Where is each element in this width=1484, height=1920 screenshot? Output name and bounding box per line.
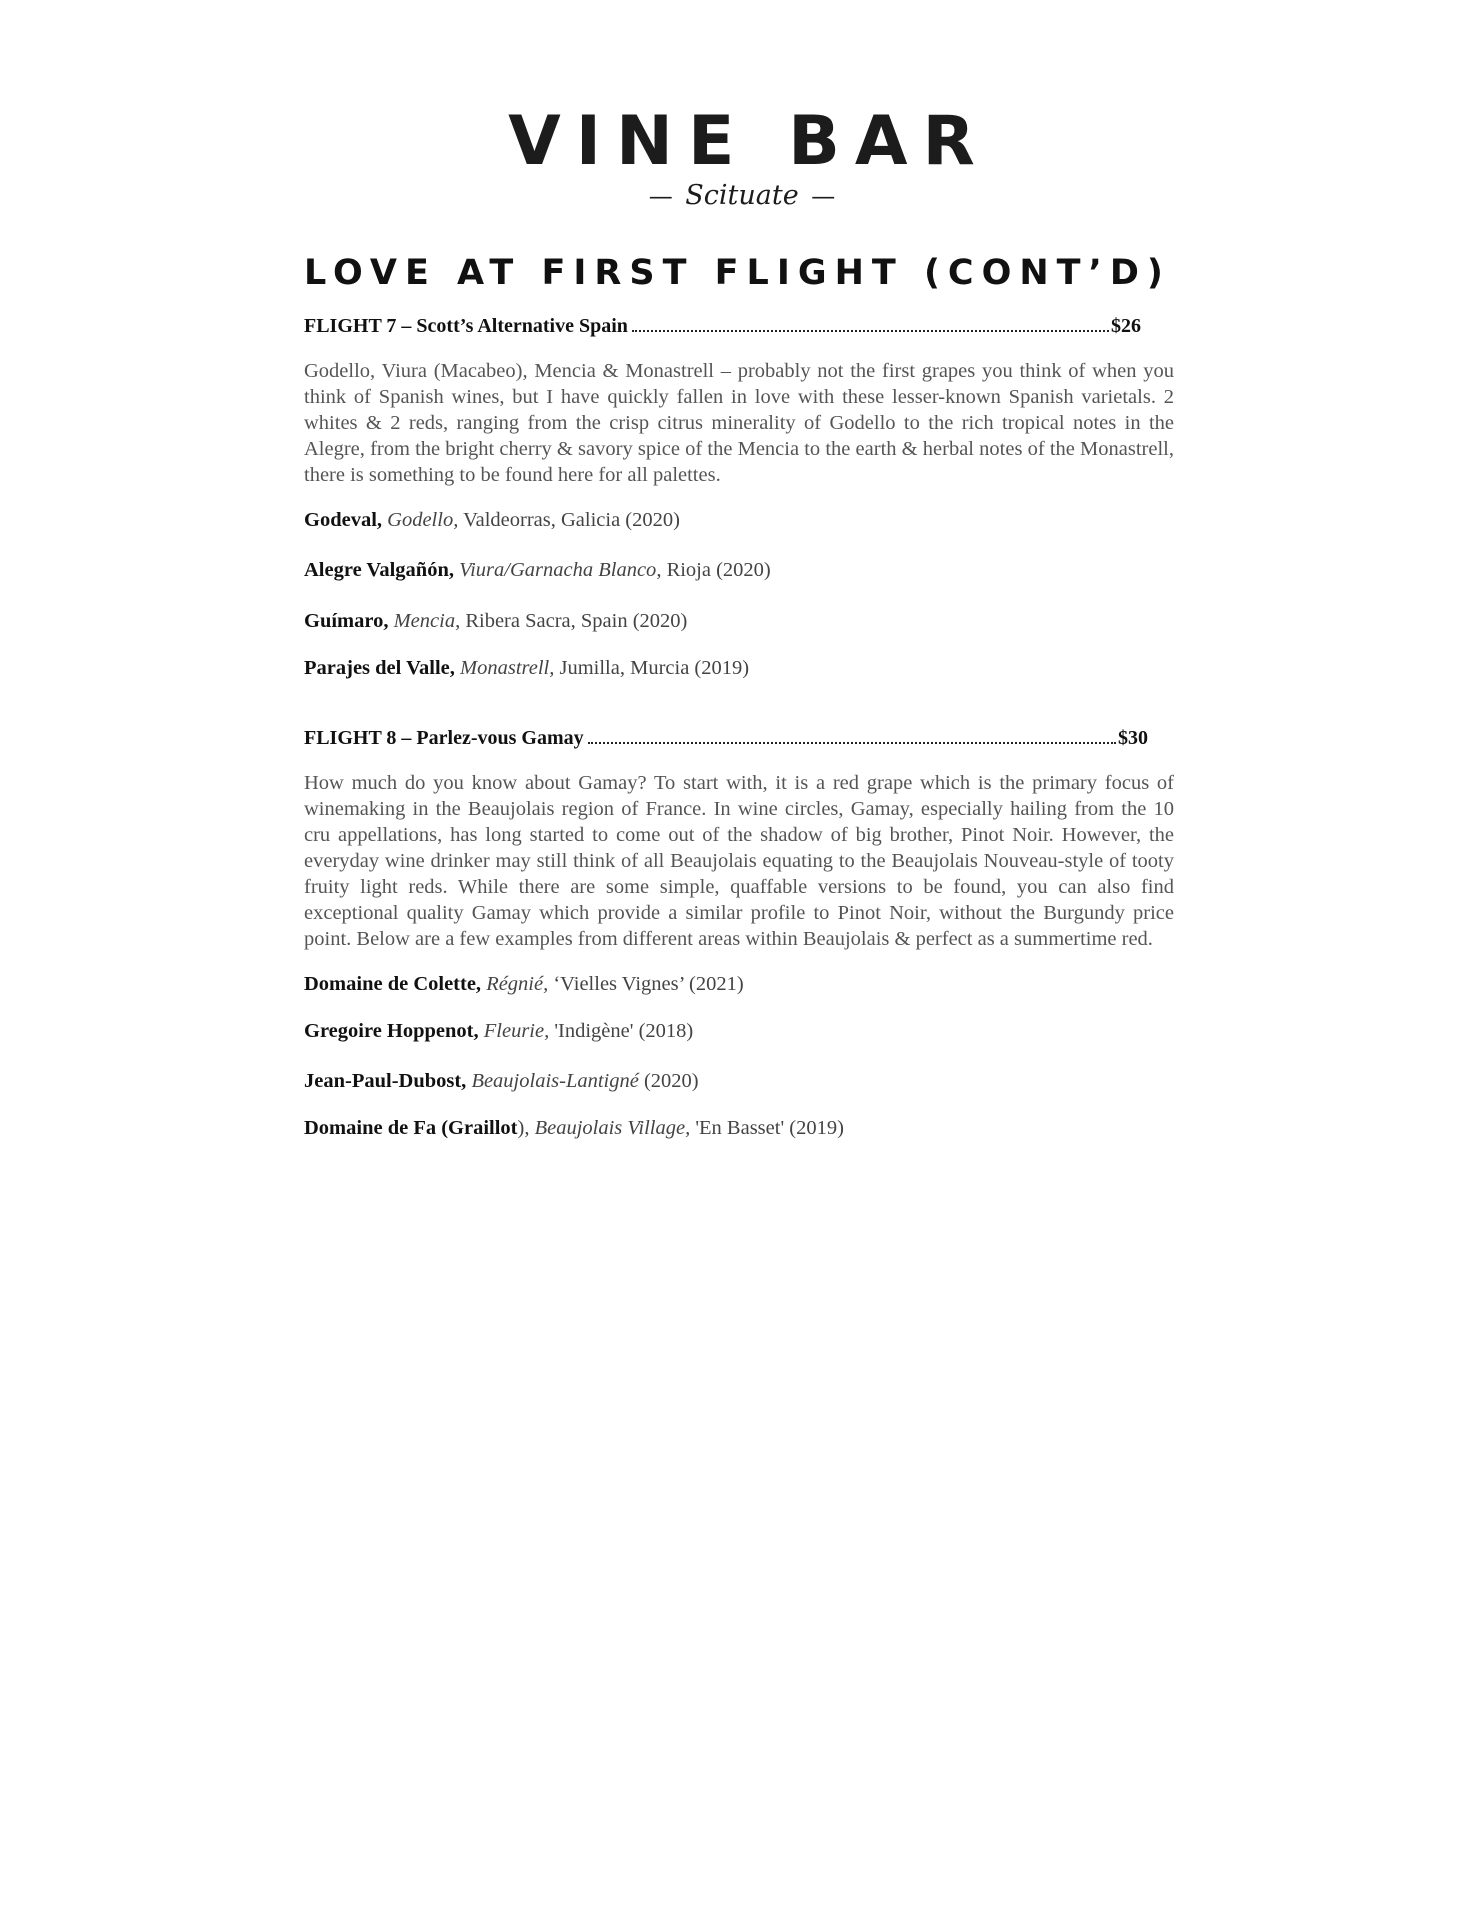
- wine-grape: Godello,: [387, 508, 459, 531]
- wine-producer: Domaine de Colette,: [304, 973, 482, 996]
- wine-producer: Parajes del Valle,: [304, 656, 455, 679]
- wine-detail: (2020): [643, 1070, 699, 1093]
- wine-grape: Régnié,: [486, 973, 549, 996]
- wine-grape: Viura/Garnacha Blanco: [459, 559, 657, 582]
- flight-8-title: FLIGHT 8 – Parlez-vous Gamay: [304, 727, 584, 750]
- wine-detail: Valdeorras, Galicia (2020): [463, 508, 680, 531]
- wine-item: [304, 1019, 1174, 1044]
- flight-7-description: Godello, Viura (Macabeo), Mencia & Monastrell – probably not the first grapes you think of when you think of Spanish wines, but I have quickly fallen in love with these lesser-known Spanish varietals. 2 whites & 2 reds, ranging from the crisp citrus minerality of Godello to the rich tropical notes in the Alegre, from the bright cherry & savory spice of the Mencia to the earth & herbal notes of the Monastrell, there is something to be found here for all palettes.: [304, 359, 1174, 486]
- logo-name: VINE BAR: [508, 102, 990, 181]
- flight-8-price: $30: [1118, 727, 1148, 750]
- wine-producer: Jean-Paul-Dubost,: [304, 1070, 467, 1093]
- wine-grape: Monastrell,: [460, 656, 555, 679]
- wine-detail: 'Indigène' (2018): [554, 1019, 694, 1042]
- logo-location: Scituate: [685, 180, 799, 211]
- wine-detail: Jumilla, Murcia (2019): [559, 656, 750, 679]
- flight-7-price: $26: [1111, 314, 1141, 337]
- wine-item: [304, 508, 1174, 533]
- wine-grape: Beaujolais Village,: [534, 1116, 691, 1139]
- logo-location-line: [0, 182, 1484, 209]
- logo-dash-left: —: [648, 182, 673, 210]
- wine-producer: Gregoire Hoppenot,: [304, 1019, 479, 1042]
- wine-producer: Alegre Valgañón,: [304, 559, 454, 582]
- wine-item: [304, 972, 1174, 997]
- wine-detail: 'En Basset' (2019): [695, 1116, 844, 1139]
- wine-producer: Guímaro,: [304, 609, 389, 632]
- logo-dash-right: —: [811, 182, 836, 210]
- dotted-leader: [632, 330, 1109, 332]
- flight-7-title: FLIGHT 7 – Scott’s Alternative Spain: [304, 314, 628, 337]
- wine-producer: Godeval,: [304, 508, 383, 531]
- wine-detail: ‘Vielles Vignes’ (2021): [553, 973, 744, 996]
- wine-detail: , Rioja (2020): [656, 559, 771, 582]
- wine-item: [304, 558, 1174, 583]
- dotted-leader: [588, 742, 1116, 744]
- flight-8-heading: [304, 726, 1148, 750]
- flight-7-heading: [304, 314, 1141, 338]
- wine-grape: Fleurie,: [483, 1019, 550, 1042]
- wine-item: [304, 1069, 1174, 1094]
- wine-item: [304, 656, 1174, 681]
- logo: [0, 102, 1484, 211]
- flight-8-description: How much do you know about Gamay? To start with, it is a red grape which is the primary focus of winemaking in the Beaujolais region of France. In wine circles, Gamay, especially hailing from the 10 cru appellations, has long started to come out of the shadow of big brother, Pinot Noir. However, the everyday wine drinker may still think of all Beaujolais equating to the Beaujolais Nouveau-style of tooty fruity light reds. While there are some simple, quaffable versions to be found, you can also find exceptional quality Gamay which provide a similar profile to Pinot Noir, without the Burgundy price point. Below are a few examples from different areas within Beaujolais & perfect as a summertime red.: [304, 772, 1174, 951]
- wine-grape: Beaujolais-Lantigné: [471, 1070, 639, 1093]
- wine-producer: Domaine de Fa (Graillot: [304, 1116, 518, 1139]
- wine-item: [304, 1116, 1174, 1141]
- wine-grape: Mencia: [393, 609, 456, 632]
- wine-item: [304, 609, 1174, 634]
- menu-content: [304, 255, 1174, 1167]
- section-title: LOVE AT FIRST FLIGHT (CONT’D): [304, 253, 1171, 293]
- wine-detail: , Ribera Sacra, Spain (2020): [455, 609, 688, 632]
- wine-prefix: ),: [517, 1116, 535, 1139]
